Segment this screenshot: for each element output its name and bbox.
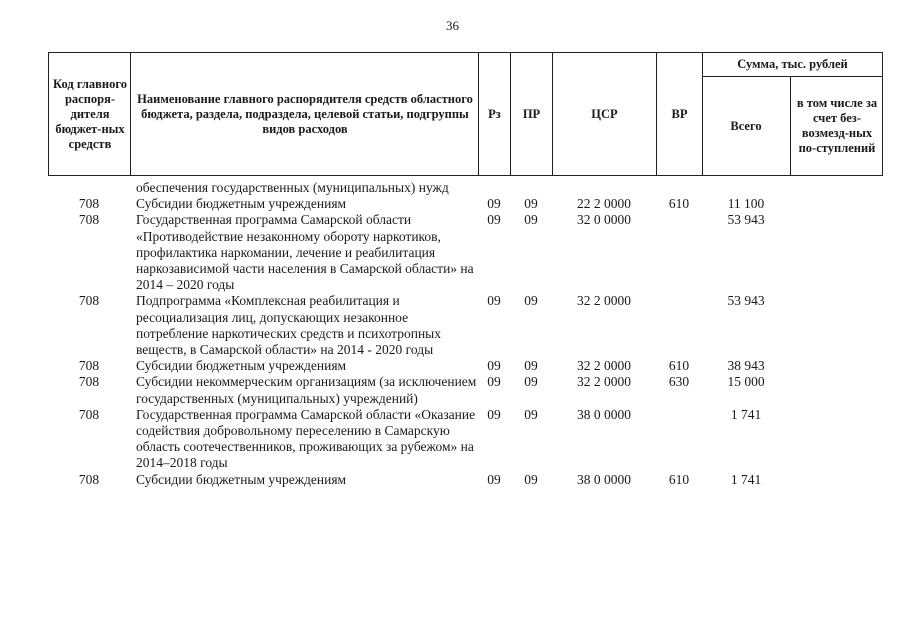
table-row	[48, 180, 883, 196]
cell-csr: 32 2 0000	[577, 358, 631, 374]
cell-pr: 09	[524, 471, 538, 487]
cell-pr: 09	[524, 212, 538, 228]
cell-rz: 09	[487, 358, 501, 374]
cell-total: 15 000	[727, 374, 765, 390]
cell-free	[790, 407, 883, 472]
cell-free	[790, 358, 883, 374]
cell-kod: 708	[78, 293, 100, 309]
cell-csr: 38 0 0000	[577, 471, 631, 487]
cell-vr	[656, 293, 702, 358]
header-kod: Код главного распоря-дителя бюджет-ных средств	[53, 76, 127, 151]
cell-vr	[656, 212, 702, 293]
table-row	[48, 293, 883, 358]
cell-kod: 708	[78, 471, 100, 487]
cell-rz: 09	[487, 406, 501, 422]
table-row	[48, 212, 883, 293]
cell-rz: 09	[487, 293, 501, 309]
cell-free	[790, 293, 883, 358]
cell-csr: 32 2 0000	[577, 293, 631, 309]
cell-kod	[48, 180, 130, 196]
cell-total: 1 741	[730, 406, 762, 422]
cell-csr: 22 2 0000	[577, 196, 631, 212]
cell-name: Государственная программа Самарской области «Оказание содействия добровольному переселению в Самарскую область соотечественников, проживающих за рубежом» на 2014–2018 годы	[136, 406, 476, 471]
cell-name: Подпрограмма «Комплексная реабилитация и ресоциализация лиц, допускающих незаконное потребление наркотических средств и психотропных веществ, в Самарской области» на 2014 - 2020 годы	[136, 293, 441, 358]
cell-name: обеспечения государственных (муниципальных) нужд	[136, 180, 449, 195]
header-pr: ПР	[522, 106, 541, 121]
header-sum-group: Сумма, тыс. рублей	[737, 56, 848, 71]
table-header	[48, 52, 883, 176]
table-body	[48, 180, 883, 488]
cell-vr: 610	[668, 471, 690, 487]
cell-name: Государственная программа Самарской области «Противодействие незаконному обороту наркотиков, профилактика наркомании, лечение и реабилитация наркозависимой части населения в Самарской области» на 2014 – 2020 годы	[136, 212, 474, 293]
cell-rz: 09	[487, 196, 501, 212]
cell-free	[790, 212, 883, 293]
cell-rz: 09	[487, 471, 501, 487]
cell-kod: 708	[78, 358, 100, 374]
cell-total: 38 943	[727, 358, 765, 374]
header-free: в том числе за счет без-возмезд-ных по-ступлений	[796, 96, 878, 155]
table-row	[48, 196, 883, 212]
cell-vr: 610	[668, 196, 690, 212]
cell-vr: 630	[668, 374, 690, 390]
cell-name: Субсидии бюджетным учреждениям	[136, 358, 347, 374]
cell-pr: 09	[524, 358, 538, 374]
cell-csr: 32 2 0000	[577, 374, 631, 390]
cell-name: Субсидии некоммерческим организациям (за исключением государственных (муниципальных) учреждений)	[136, 374, 477, 406]
cell-rz: 09	[487, 374, 501, 390]
cell-csr: 32 0 0000	[577, 212, 631, 228]
cell-pr: 09	[524, 293, 538, 309]
table-row	[48, 374, 883, 406]
header-vr: ВР	[671, 106, 688, 121]
cell-csr: 38 0 0000	[577, 406, 631, 422]
cell-free	[790, 472, 883, 488]
cell-kod: 708	[78, 212, 100, 228]
cell-rz	[478, 180, 510, 196]
cell-free	[790, 374, 883, 406]
cell-rz: 09	[487, 212, 501, 228]
header-name: Наименование главного распорядителя средств областного бюджета, раздела, подраздела, целевой статьи, подгруппы видов расходов	[137, 91, 473, 136]
cell-vr: 610	[668, 358, 690, 374]
page-number: 36	[446, 18, 459, 33]
table-row	[48, 407, 883, 472]
cell-total: 53 943	[727, 293, 765, 309]
cell-total	[702, 180, 790, 196]
cell-free	[790, 180, 883, 196]
cell-name: Субсидии бюджетным учреждениям	[136, 196, 347, 212]
cell-vr	[656, 407, 702, 472]
header-total: Всего	[730, 118, 762, 133]
cell-kod: 708	[78, 406, 100, 422]
cell-kod: 708	[78, 196, 100, 212]
cell-free	[790, 196, 883, 212]
cell-total: 1 741	[730, 471, 762, 487]
cell-pr: 09	[524, 374, 538, 390]
cell-pr: 09	[524, 406, 538, 422]
table-row	[48, 472, 883, 488]
cell-kod: 708	[78, 374, 100, 390]
cell-pr: 09	[524, 196, 538, 212]
cell-total: 53 943	[727, 212, 765, 228]
cell-csr	[552, 180, 656, 196]
header-rz: Рз	[488, 106, 501, 121]
cell-pr	[510, 180, 552, 196]
table-row	[48, 358, 883, 374]
cell-vr	[656, 180, 702, 196]
cell-total: 11 100	[727, 196, 765, 212]
cell-name: Субсидии бюджетным учреждениям	[136, 471, 347, 487]
header-csr: ЦСР	[591, 106, 618, 121]
